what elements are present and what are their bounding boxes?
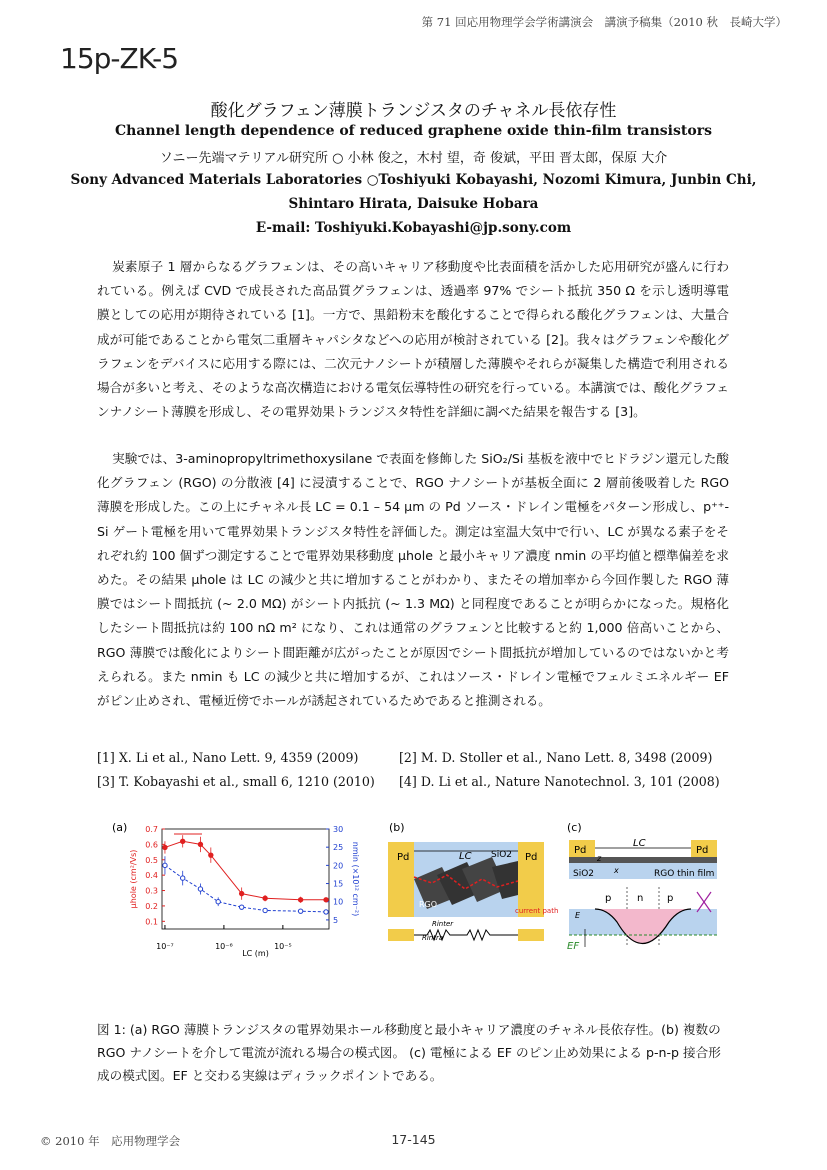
lc-label: LC (459, 851, 472, 862)
y-left-tick-label: 0.6 (145, 840, 158, 850)
c-pd-left-label: Pd (574, 845, 587, 856)
panel-c-diagram (567, 821, 717, 952)
data-point (198, 887, 202, 891)
c-z-label: z (597, 854, 602, 863)
data-point (180, 876, 184, 880)
panel-b-diagram (388, 821, 558, 942)
x-axis-label: LC (m) (242, 949, 269, 958)
x-tick-label: 10⁻⁶ (215, 942, 233, 951)
series-line-0 (165, 841, 326, 899)
authors-english-line2: Shintaro Hirata, Daisuke Hobara (288, 196, 539, 212)
chart-a (129, 825, 360, 958)
data-point (298, 909, 302, 913)
x-tick-label: 10⁻⁷ (156, 942, 174, 951)
pd-left-label: Pd (397, 852, 410, 863)
y-left-tick-label: 0.1 (145, 917, 158, 927)
data-point (263, 908, 267, 912)
plot-frame (162, 829, 329, 929)
panel-c-label: (c) (567, 821, 582, 834)
data-point (239, 891, 243, 895)
title-english: Channel length dependence of reduced graphene oxide thin-film transistors (115, 123, 712, 139)
panel-b-label: (b) (389, 821, 405, 834)
email-address: E-mail: Toshiyuki.Kobayashi@jp.sony.com (255, 220, 572, 236)
y-right-tick-label: 15 (333, 879, 344, 889)
reference-1: [1] X. Li et al., Nano Lett. 9, 4359 (2009) (97, 750, 359, 765)
rinter-label: Rinter (432, 920, 454, 928)
figure-caption: 図 1: (a) RGO 薄膜トランジスタの電界効果ホール移動度と最小キャリア濃度のチャネル長依存性。(b) 複数の RGO ナノシートを介して電流が流れる場合の模式図。 (c) 電極による EF のピン止め効果による p-n-p 接合形成の模式図。EF と交わる実線はディラックポイントである。 (97, 1022, 721, 1083)
data-point (239, 905, 243, 909)
data-point (263, 896, 267, 900)
y-right-tick-label: 5 (333, 915, 339, 925)
body-paragraph-1: 炭素原子 1 層からなるグラフェンは、その高いキャリア移動度や比表面積を活かした応用研究が盛んに行われている。例えば CVD で成長された高品質グラフェンは、透過率 97% でシート抵抗 350 Ω を示し透明導電膜としての応用が期待されている [1]。一方で、黒鉛粉末を酸化することで得られる酸化グラフェンは、大量合成が可能であることから電気二重層キャパシタなどへの応用が検討されている [2]。我々はグラフェンや酸化グラフェンをデバイスに応用する際には、二次元ナノシートが積層した薄膜やそれらが凝集した構造で利用される場合が多いと考え、そのような高次構造における電気伝導特性の研究を行っている。本講演では、酸化グラフェンナノシート薄膜を形成し、その電界効果トランジスタ特性を詳細に調べた結果を報告する [3]。 (97, 259, 729, 420)
c-rgo-film (569, 857, 717, 863)
sio2-label: SiO2 (491, 850, 513, 860)
reference-3: [3] T. Kobayashi et al., small 6, 1210 (2010) (97, 774, 375, 789)
c-sio2-label: SiO2 (573, 869, 595, 879)
y-right-tick-label: 30 (333, 825, 344, 834)
reference-4: [4] D. Li et al., Nature Nanotechnol. 3, 101 (2008) (399, 774, 720, 789)
y-left-tick-label: 0.2 (145, 901, 158, 911)
data-point (198, 842, 202, 846)
pd-right-bottom (518, 929, 544, 941)
rintra-label: Rintra (422, 934, 444, 942)
c-x-label: x (614, 866, 619, 875)
title-japanese: 酸化グラフェン薄膜トランジスタのチャネル長依存性 (210, 101, 617, 121)
c-rgo-label: RGO thin film (654, 869, 715, 879)
authors-english-line1: Sony Advanced Materials Laboratories ○Toshiyuki Kobayashi, Nozomi Kimura, Junbin Chi, (70, 172, 757, 188)
panel-a-label: (a) (112, 821, 128, 834)
y-left-tick-label: 0.3 (145, 886, 158, 896)
c-e-label: E (575, 911, 581, 920)
c-p-right: p (667, 893, 674, 904)
paper-id: 15p-ZK-5 (60, 42, 179, 75)
y-left-tick-label: 0.5 (145, 855, 158, 865)
copyright: © 2010 年 応用物理学会 (40, 1134, 181, 1148)
rgo-label: RGO (419, 900, 438, 909)
reference-2: [2] M. D. Stoller et al., Nano Lett. 8, 3498 (2009) (399, 750, 713, 765)
data-point (216, 900, 220, 904)
page-number: 17-145 (391, 1132, 436, 1147)
data-point (298, 898, 302, 902)
y-right-tick-label: 10 (333, 897, 344, 907)
y-right-axis-label: nmin (×10¹² cm⁻²) (351, 841, 360, 917)
data-point (163, 845, 167, 849)
c-lc-label: LC (633, 838, 646, 849)
pd-left-bottom (388, 929, 414, 941)
references (97, 746, 737, 794)
y-left-axis-label: μhole (cm²/Vs) (129, 849, 138, 909)
current-path-label: current path (515, 907, 559, 915)
series-line-1 (165, 865, 326, 912)
c-n: n (637, 893, 644, 904)
pd-right-label: Pd (525, 852, 538, 863)
y-right-tick-label: 25 (333, 843, 344, 853)
c-pd-right-label: Pd (696, 845, 709, 856)
y-left-tick-label: 0.7 (145, 825, 158, 834)
data-point (324, 898, 328, 902)
data-point (324, 910, 328, 914)
conference-header: 第 71 回応用物理学会学術講演会 講演予稿集（2010 秋 長崎大学） (421, 15, 787, 29)
figure-1 (97, 817, 737, 1017)
data-point (180, 839, 184, 843)
y-left-tick-label: 0.4 (145, 871, 158, 881)
data-point (209, 853, 213, 857)
x-tick-label: 10⁻⁵ (274, 942, 292, 951)
c-p-left: p (605, 893, 612, 904)
authors-japanese: ソニー先端マテリアル研究所 ○ 小林 俊之，木村 望，奇 俊斌，平田 晋太郎，保原 大介 (159, 151, 668, 166)
y-right-tick-label: 20 (333, 861, 344, 871)
data-point (163, 863, 167, 867)
body-paragraph-2: 実験では、3-aminopropyltrimethoxysilane で表面を修飾した SiO₂/Si 基板を液中でヒドラジン還元した酸化グラフェン (RGO) の分散液 [4] に浸漬することで、RGO ナノシートが基板全面に 2 層前後吸着した RGO 薄膜を形成した。この上にチャネル長 LC = 0.1 – 54 μm の Pd ソース・ドレイン電極をパターン形成し、p⁺⁺-Si ゲート電極を用いて電界効果トランジスタ特性を評価した。測定は室温大気中で行い、LC が異なる素子をそれぞれ約 100 個ずつ測定することで電界効果移動度 μhole と最小キャリア濃度 nmin の平均値と標準偏差を求めた。その結果 μhole は LC の減少と共に増加することがわかり、またその増加率から今回作製した RGO 薄膜ではシート間抵抗 (~ 2.0 MΩ) がシート内抵抗 (~ 1.3 MΩ) と同程度であることが明らかになった。規格化したシート間抵抗は約 100 nΩ m² になり、これは通常のグラフェンと比較すると約 1,000 倍高いことから、RGO 薄膜では酸化によりシート間距離が広がったことが原因でシート間抵抗が増加しているのではないかと考えられる。また nmin も LC の減少と共に増加するが、これはソース・ドレイン電極でフェルミエネルギー EF がピン止めされ、電極近傍でホールが誘起されているためであると推測される。 (97, 451, 729, 709)
c-ef-label: EF (567, 941, 580, 952)
